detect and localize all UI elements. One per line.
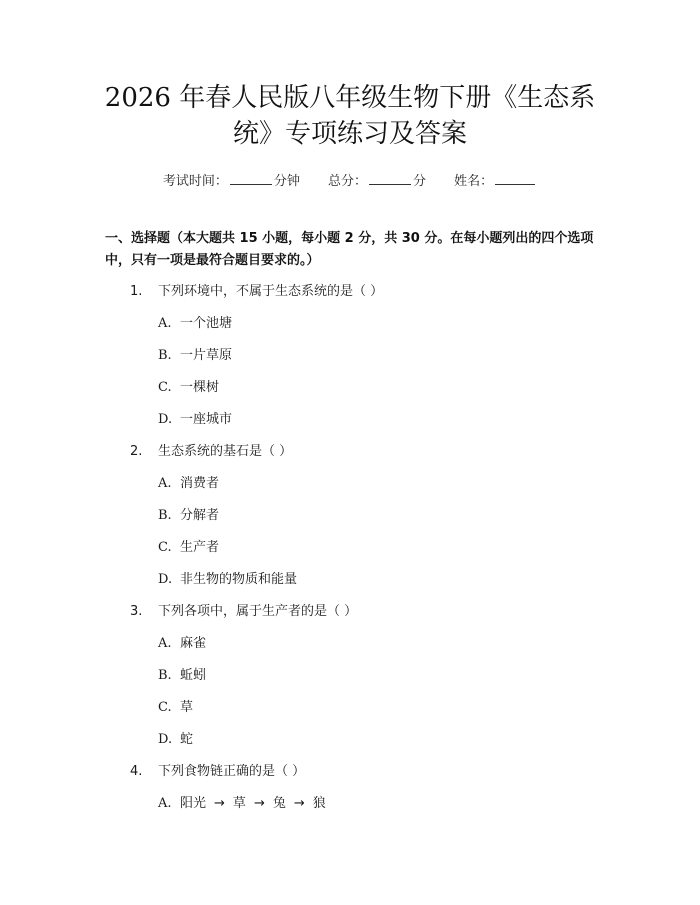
question-stem	[130, 763, 305, 781]
option-text: 草	[180, 700, 194, 715]
option-item	[158, 571, 297, 589]
option-item	[158, 475, 219, 493]
chain-item: 阳光	[180, 796, 207, 811]
arrow-icon: →	[293, 796, 305, 811]
option-item	[158, 795, 326, 813]
option-text: 一片草原	[180, 348, 233, 363]
arrow-icon: →	[214, 796, 225, 811]
option-letter: C.	[158, 380, 172, 395]
option-text: 生产者	[180, 540, 220, 555]
option-text: 一座城市	[180, 412, 233, 427]
option-item	[158, 731, 193, 749]
score-blank	[369, 172, 411, 185]
option-letter: B.	[158, 348, 172, 363]
option-text: 分解者	[180, 508, 220, 523]
exam-title	[80, 80, 620, 152]
meta-time	[163, 170, 300, 189]
meta-score	[328, 170, 426, 189]
section-heading: 一、选择题（本大题共 15 小题，每小题 2 分，共 30 分。在每小题列出的四个选项中，只有一项是最符合题目要求的。）	[105, 231, 594, 268]
option-text: 一个池塘	[180, 316, 233, 331]
question-text: 下列环境中，不属于生态系统的是（ ）	[158, 284, 384, 299]
question-stem	[130, 603, 357, 621]
option-letter: A.	[158, 316, 172, 331]
option-item	[158, 539, 219, 557]
option-letter: D.	[158, 572, 173, 587]
option-letter: C.	[158, 700, 172, 715]
meta-time-unit: 分钟	[273, 174, 300, 189]
option-item	[158, 315, 232, 333]
arrow-icon: →	[253, 796, 265, 811]
name-blank	[495, 172, 535, 185]
option-letter: B.	[158, 668, 172, 683]
option-letter: C.	[158, 540, 172, 555]
question-text: 下列各项中，属于生产者的是（ ）	[158, 604, 358, 619]
option-item	[158, 667, 206, 685]
option-text: 蛇	[180, 732, 194, 747]
option-text: 麻雀	[180, 636, 207, 651]
chain-item: 狼	[312, 796, 326, 811]
option-item	[158, 347, 232, 365]
question-text: 下列食物链正确的是（ ）	[158, 764, 306, 779]
question-number: 1.	[130, 284, 143, 299]
option-text: 非生物的物质和能量	[180, 572, 298, 587]
exam-title-line-1: 2026 年春人民版八年级生物下册《生态系	[104, 83, 596, 113]
option-item	[158, 507, 219, 525]
option-item	[158, 699, 193, 717]
question-number: 3.	[130, 604, 143, 619]
option-letter: A.	[158, 476, 172, 491]
option-letter: D.	[158, 412, 173, 427]
meta-score-label: 总分：	[327, 174, 367, 189]
chain-item: 兔	[272, 796, 286, 811]
option-item	[158, 411, 232, 429]
option-item	[158, 379, 219, 397]
option-letter: A.	[158, 636, 172, 651]
question-text: 生态系统的基石是（ ）	[158, 444, 293, 459]
option-letter: B.	[158, 508, 172, 523]
question-stem	[130, 283, 383, 301]
option-item	[158, 635, 206, 653]
question-number: 4.	[130, 764, 143, 779]
chain-item: 草	[232, 796, 246, 811]
exam-meta	[0, 170, 700, 189]
exam-title-line-2: 统》专项练习及答案	[232, 119, 467, 149]
time-blank	[230, 172, 272, 185]
meta-name-label: 姓名：	[454, 174, 494, 189]
meta-time-label: 考试时间：	[162, 174, 228, 189]
meta-name	[454, 170, 537, 189]
option-text: 一棵树	[180, 380, 220, 395]
question-stem	[130, 443, 292, 461]
option-letter: A.	[158, 796, 172, 811]
option-letter: D.	[158, 732, 173, 747]
option-text: 消费者	[180, 476, 220, 491]
question-number: 2.	[130, 444, 143, 459]
option-text: 蚯蚓	[180, 668, 207, 683]
meta-score-unit: 分	[413, 174, 427, 189]
